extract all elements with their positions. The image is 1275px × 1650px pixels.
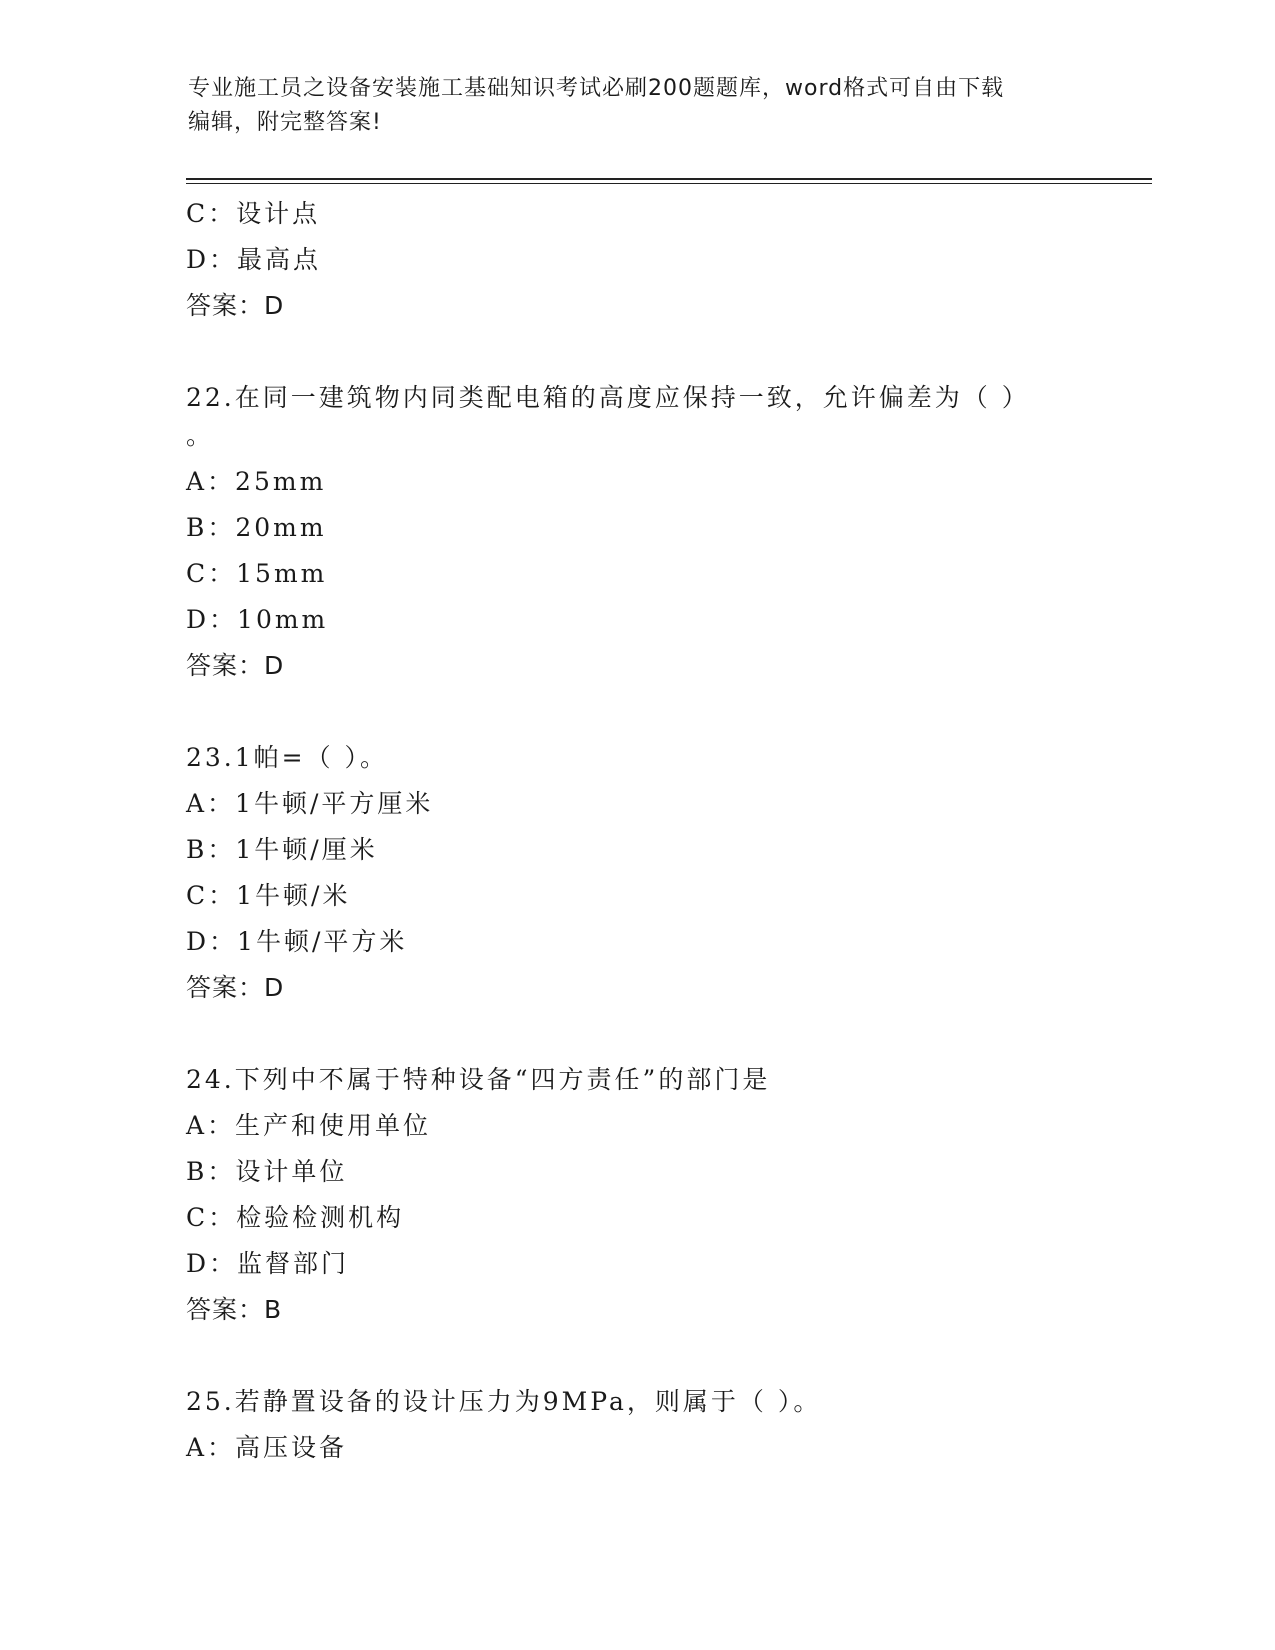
option-d: D：监督部门 [186, 1249, 350, 1278]
answer-line: 答案：D [186, 973, 285, 1002]
option-a: A：25mm [186, 467, 327, 496]
question-22 [186, 375, 1146, 689]
question-stem-continuation: 。 [186, 421, 212, 450]
option-d: D：1牛顿/平方米 [186, 927, 408, 956]
option-c: C：15mm [186, 559, 328, 588]
option-b: B：1牛顿/厘米 [186, 835, 378, 864]
question-25 [186, 1379, 1146, 1471]
option-a: A：1牛顿/平方厘米 [186, 789, 434, 818]
question-stem: 25.若静置设备的设计压力为9MPa，则属于（ ）。 [186, 1387, 822, 1416]
option-d: D：最高点 [186, 245, 322, 274]
question-stem: 22.在同一建筑物内同类配电箱的高度应保持一致，允许偏差为（ ） [186, 383, 1030, 412]
header-line-1: 专业施工员之设备安装施工基础知识考试必刷200题题库，word格式可自由下载 [188, 76, 1005, 101]
question-stem: 23.1帕=（ ）。 [186, 743, 389, 772]
question-23 [186, 735, 1146, 1011]
document-header [188, 72, 1088, 140]
option-c: C：检验检测机构 [186, 1203, 405, 1232]
option-c: C：设计点 [186, 199, 321, 228]
option-a: A：生产和使用单位 [186, 1111, 432, 1140]
option-c: C：1牛顿/米 [186, 881, 351, 910]
question-21-tail [186, 191, 1146, 329]
question-list [186, 191, 1146, 1471]
question-24 [186, 1057, 1146, 1333]
answer-line: 答案：D [186, 651, 285, 680]
question-stem: 24.下列中不属于特种设备“四方责任”的部门是 [186, 1065, 771, 1094]
answer-line: 答案：B [186, 1295, 283, 1324]
option-b: B：20mm [186, 513, 327, 542]
header-rule-thick [186, 178, 1152, 180]
option-b: B：设计单位 [186, 1157, 348, 1186]
header-line-2: 编辑，附完整答案! [188, 110, 382, 135]
answer-line: 答案：D [186, 291, 285, 320]
option-a: A：高压设备 [186, 1433, 348, 1462]
header-rule-thin [186, 183, 1152, 184]
option-d: D：10mm [186, 605, 329, 634]
